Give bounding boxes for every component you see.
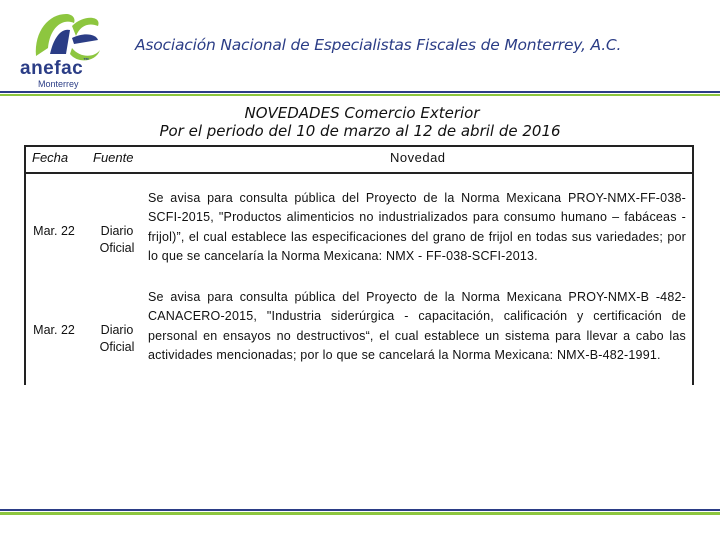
row-1-fecha: Mar. 22	[33, 224, 75, 238]
column-header-novedad: Novedad	[390, 150, 446, 165]
footer-rule-green	[0, 512, 720, 515]
row-2-fecha: Mar. 22	[33, 323, 75, 337]
logo-subtext: Monterrey	[38, 79, 79, 89]
logo-swoosh-blue-2	[72, 34, 98, 44]
page-subtitle: Por el periodo del 10 de marzo al 12 de abril de 2016	[159, 122, 561, 140]
footer-rule-blue	[0, 509, 720, 511]
organization-name: Asociación Nacional de Especialistas Fiscales de Monterrey, A.C.	[135, 36, 622, 54]
row-2-novedad: Se avisa para consulta pública del Proyecto de la Norma Mexicana PROY-NMX-B -482-CANACERO-2015, "Industria siderúrgica - capacitación, calificación y certificación de personal en ensayos no destructivos“, el cual establece un sistema para llevar a cabo las actividades mencionadas; por lo que se cancelará la Norma Mexicana: NMX-B-482-1991.	[148, 290, 686, 363]
header-divider	[24, 172, 692, 174]
header-rule-blue	[0, 91, 720, 93]
row-2-fuente: Diario Oficial	[99, 323, 135, 354]
logo-swoosh-blue	[50, 30, 70, 54]
page-title: NOVEDADES Comercio Exterior	[244, 104, 480, 122]
column-header-fuente: Fuente	[93, 150, 134, 165]
logo-swoosh-green-2	[72, 18, 99, 36]
column-header-fecha: Fecha	[32, 150, 69, 165]
header-rule-green	[0, 94, 720, 96]
row-1-novedad: Se avisa para consulta pública del Proyecto de la Norma Mexicana PROY-NMX-FF-038-SCFI-2015, "Productos alimenticios no industrializados para consumo humano – fabáceas - frijol)”, el cual establece las especificaciones del grano de frijol en todas sus variedades; por lo que se cancelaría la Norma Mexicana: NMX - FF-038-SCFI-2013.	[148, 191, 686, 264]
row-1-fuente: Diario Oficial	[99, 224, 135, 255]
logo-wordmark: anefac™	[20, 58, 90, 79]
